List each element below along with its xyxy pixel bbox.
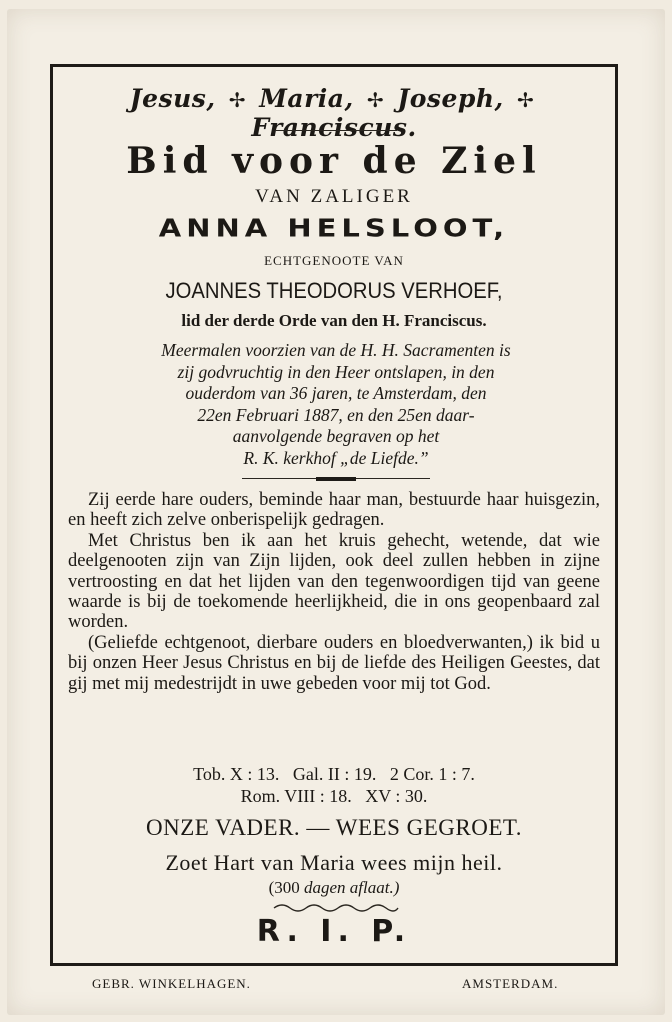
header-divider <box>275 130 397 131</box>
header-name-joseph: Joseph, <box>397 84 504 113</box>
section-divider <box>242 477 430 480</box>
death-notice <box>84 340 588 469</box>
rip-closing: R. I. P. <box>256 914 412 949</box>
indulgence-note <box>55 878 613 898</box>
prayer-line-1: ONZE VADER. — WEES GEGROET. <box>146 815 522 840</box>
scripture-references-2: Rom. VIII : 18. XV : 30. <box>240 786 428 806</box>
header-holy-names <box>55 84 613 142</box>
notice-line: zij godvruchtig in den Heer ontslapen, in den <box>177 361 495 382</box>
prayer-line-2: Zoet Hart van Maria wees mijn heil. <box>165 850 503 875</box>
body-text <box>68 490 600 694</box>
scripture-references-1: Tob. X : 13. Gal. II : 19. 2 Cor. 1 : 7. <box>193 764 475 784</box>
spouse-label: ECHTGENOOTE VAN <box>264 253 404 268</box>
body-paragraph: Met Christus ben ik aan het kruis gehecht, wetende, dat wie deelgenooten zijn van Zijn lijden, ook deel zullen hebben in zijne vertroosting en dat het lijden van den tegenwoordigen tijd van geene waarde is bij de toekomende heerlijkheid, die in ons geopenbaard zal worden. <box>68 530 600 633</box>
spouse-name: JOANNES THEODORUS VERHOEF, <box>165 278 503 303</box>
notice-line: 22en Februari 1887, en den 25en daar- <box>197 404 475 425</box>
notice-line: Meermalen voorzien van de H. H. Sacramenten is <box>161 340 511 360</box>
cross-icon: ✢ <box>516 88 535 112</box>
title-subheading: VAN ZALIGER <box>255 186 413 207</box>
body-paragraph: (Geliefde echtgenoot, dierbare ouders en bloedverwanten,) ik bid u bij onzen Heer Jesus Christus en bij de liefde des Heiligen Geestes, dat gij met mij medestrijdt in uwe gebeden voor mij tot God. <box>68 632 600 694</box>
title-heading: Bid voor de Ziel <box>126 140 542 182</box>
notice-line: R. K. kerkhof „de Liefde.” <box>243 447 429 468</box>
order-membership: lid der derde Orde van den H. Franciscus. <box>181 311 487 330</box>
indulgence-text: dagen aflaat.) <box>304 878 400 897</box>
notice-line: aanvolgende begraven op het <box>232 426 440 446</box>
cross-icon: ✢ <box>366 88 385 112</box>
indulgence-count: (300 <box>268 878 300 897</box>
header-name-franciscus: Franciscus. <box>251 113 417 142</box>
cross-icon: ✢ <box>228 88 247 112</box>
notice-line: ouderdom van 36 jaren, te Amsterdam, den <box>185 383 487 403</box>
header-name-maria: Maria, <box>259 84 354 113</box>
printer-city: AMSTERDAM. <box>462 976 559 991</box>
deceased-name: ANNA HELSLOOT, <box>158 213 510 243</box>
ornament-squiggle <box>272 902 400 914</box>
printer-name: GEBR. WINKELHAGEN. <box>92 976 251 991</box>
header-name-jesus: Jesus, <box>129 84 216 113</box>
body-paragraph: Zij eerde hare ouders, beminde haar man, bestuurde haar huisgezin, en heeft zich zelve onberispelijk gedragen. <box>68 490 600 531</box>
